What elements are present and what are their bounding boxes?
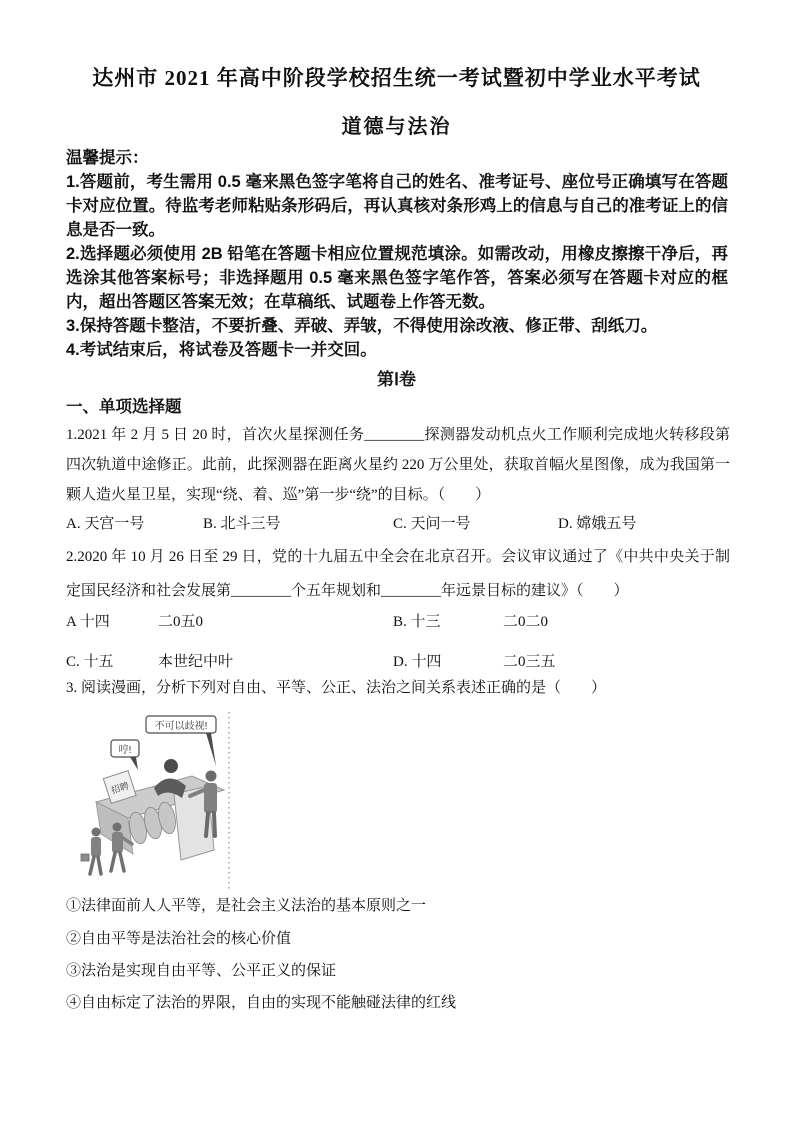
question-2-text: 2.2020 年 10 月 26 日至 29 日，党的十九届五中全会在北京召开。会议审议通过了《中共中央关于制定国民经济和社会发展第________个五年规划和________年远景目标的建议》（ ） (66, 549, 730, 599)
svg-text:不可以歧视!: 不可以歧视! (154, 721, 208, 732)
notice-item: 1.答题前，考生需用 0.5 毫来黑色签字笔将自己的姓名、准考证号、座位号正确填写在答题卡对应位置。待监考老师粘贴条形码后，再认真核对条形鸡上的信息与自己的准考证上的信息是否一致。 (66, 173, 728, 239)
statement-1: ①法律面前人人平等，是社会主义法治的基本原则之一 (66, 898, 427, 914)
question-2-option-a-value: 二0五0 (158, 614, 204, 630)
notice-section (66, 146, 728, 362)
question-1-option-b: B. 北斗三号 (203, 516, 281, 532)
notice-item: 3.保持答题卡整洁，不要折叠、弄破、弄皱，不得使用涂改液、修正带、刮纸刀。 (66, 317, 658, 335)
page-title: 达州市 2021 年高中阶段学校招生统一考试暨初中学业水平考试 (92, 66, 701, 90)
question-2-option-c-value: 本世纪中叶 (158, 654, 234, 670)
speech-bubble-left (111, 740, 139, 770)
question-3-text: 3. 阅读漫画，分析下列对自由、平等、公正、法治之间关系表述正确的是（ ） (66, 680, 607, 696)
briefcase (81, 854, 89, 861)
notice-item: 2.选择题必须使用 2B 铅笔在答题卡相应位置规范填涂。如需改动，用橡皮擦擦干净后，再选涂其他答案标号；非选择题用 0.5 毫来黑色签字笔作答，答案必须写在答题卡对应的框内，超出答题区答案无效；在草稿纸、试题卷上作答无数。 (66, 245, 728, 311)
question-1-text: 1.2021 年 2 月 5 日 20 时，首次火星探测任务________探测器发动机点火工作顺利完成地火转移段第四次轨道中途修正。此前，此探测器在距离火星约 220 万公里处，获取首幅火星图像，成为我国第一颗人造火星卫星，实现“绕、着、巡”第一步“绕”的目标。（ ） (66, 427, 730, 503)
part-heading: 一、单项选择题 (66, 398, 182, 416)
question-2-option-c-label: C. 十五 (66, 654, 114, 670)
svg-text:招聘: 招聘 (109, 780, 131, 796)
question-1-option-a: A. 天宫一号 (66, 516, 145, 532)
speech-bubble-right (146, 716, 216, 766)
question-1-option-d: D. 嫦娥五号 (558, 516, 637, 532)
notice-item: 4.考试结束后，将试卷及答题卡一并交回。 (66, 341, 377, 359)
question-2-option-b-label: B. 十三 (393, 614, 441, 630)
svg-text:哼!: 哼! (118, 745, 132, 756)
question-2-option-d-value: 二0三五 (503, 654, 556, 670)
volume-heading: 第Ⅰ卷 (376, 370, 416, 389)
question-2-option-b-value: 二0二0 (503, 614, 549, 630)
notice-heading: 温馨提示： (66, 149, 149, 167)
page-subtitle: 道德与法治 (341, 116, 452, 138)
comic-illustration (70, 708, 242, 896)
statement-4: ④自由标定了法治的界限，自由的实现不能触碰法律的红线 (66, 995, 457, 1011)
statement-3: ③法治是实现自由平等、公平正义的保证 (66, 963, 337, 979)
recruiter-figure (164, 759, 178, 773)
statement-2: ②自由平等是法治社会的核心价值 (66, 931, 292, 947)
question-2-option-d-label: D. 十四 (393, 654, 442, 670)
question-1-option-c: C. 天问一号 (393, 516, 471, 532)
question-2-option-a-label: A 十四 (66, 614, 110, 630)
